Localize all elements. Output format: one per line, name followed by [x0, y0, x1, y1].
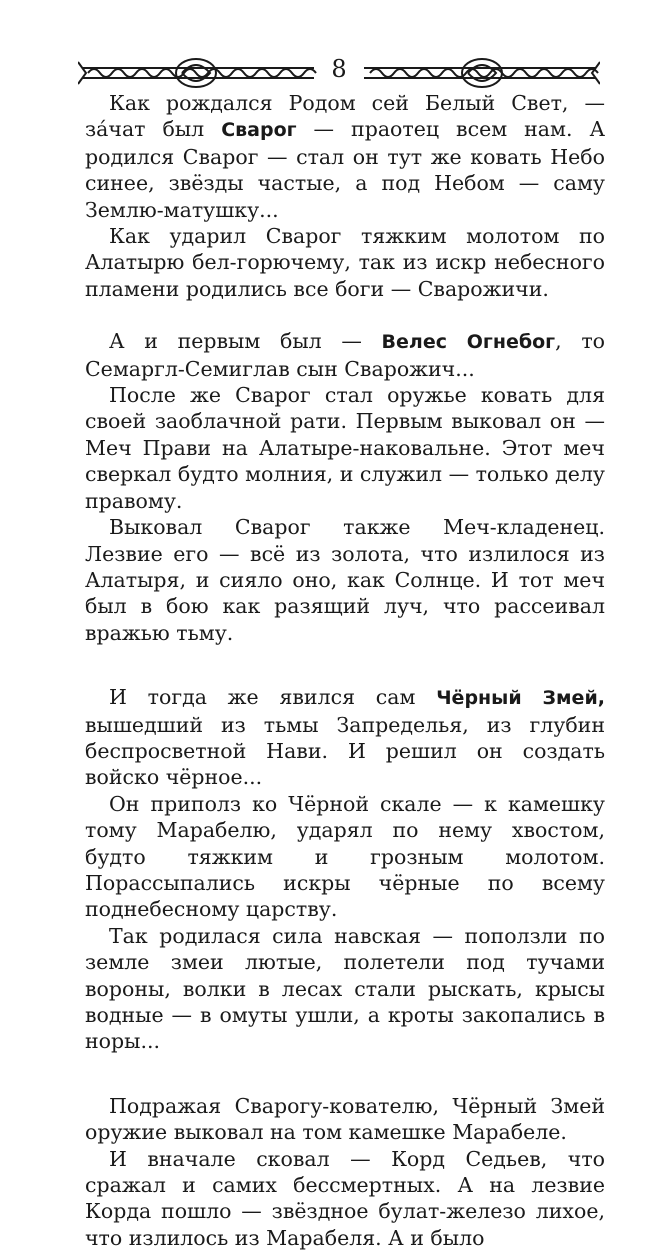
text-run: После же Сварог стал оружье ковать для своей заоблачной рати. Первым выковал он — Меч Прави на Алатыре-наковальне. Этот меч сверкал будто молния, и служил — только делу правому. [85, 383, 605, 513]
page-number: 8 [331, 55, 347, 83]
text-run: Выковал Сварог также Меч-кладенец. Лезвие его — всё из золота, что излилося из Алатыря, и сияло оно, как Солнце. И тот меч был в бою как разящий луч, что рассеивал вражью тьму. [85, 515, 605, 645]
text-run: Подражая Сварогу-кователю, Чёрный Змей оружие выковал на том камешке Марабеле. [85, 1093, 605, 1145]
bold-name: Сварог [221, 119, 297, 142]
paragraph [85, 223, 605, 302]
text-run: А и первым был — [109, 329, 382, 354]
text-run: вышедший из тьмы Запределья, из глубин беспросветной Нави. И решил он создать войско чёрное... [85, 712, 605, 790]
paragraph [85, 1093, 605, 1146]
paragraph [85, 90, 605, 223]
paragraph [85, 382, 605, 514]
text-run: Как ударил Сварог тяжким молотом по Алатырю бел-горючему, так из искр небесного пламени родились все боги — Сварожичи. [85, 224, 605, 301]
paragraph [85, 514, 605, 646]
text-run: , то Семаргл-Семиглав сын Сварожич... [85, 329, 605, 381]
paragraph [85, 923, 605, 1055]
text-run: И вначале сковал — Корд Седьев, что сражал и самих бессмертных. А на лезвие Корда пошло — звёздное булат-железо лихое, что излилось из Марабеля. А и было [85, 1146, 605, 1250]
text-run: Он приполз ко Чёрной скале — к камешку тому Марабелю, ударял по нему хвостом, будто тяжким и грозным молотом. Порассыпались искры чёрные по всему поднебесному царству. [85, 791, 605, 922]
page-header [78, 50, 600, 90]
text-run: Как рождался Родом сей Белый Свет, — за́чат был [85, 91, 605, 142]
bold-name: Чёрный Змей, [436, 687, 605, 710]
bold-name: Велес Огнебог [381, 331, 556, 354]
paragraph [85, 684, 605, 791]
text-run: Так родилася сила навская — поползли по земле змеи лютые, полетели под тучами вороны, волки в лесах стали рыскать, крысы водные — в омуты ушли, а кроты закопались в норы... [85, 923, 605, 1054]
paragraph [85, 1146, 605, 1251]
body-text [85, 90, 605, 1251]
paragraph [85, 328, 605, 382]
paragraph [85, 791, 605, 923]
text-run: И тогда же явился сам [109, 685, 437, 710]
text-run: — праотец всем нам. А родился Сварог — стал он тут же ковать Небо синее, звёзды частые, а под Небом — саму Землю-матушку... [85, 117, 605, 222]
